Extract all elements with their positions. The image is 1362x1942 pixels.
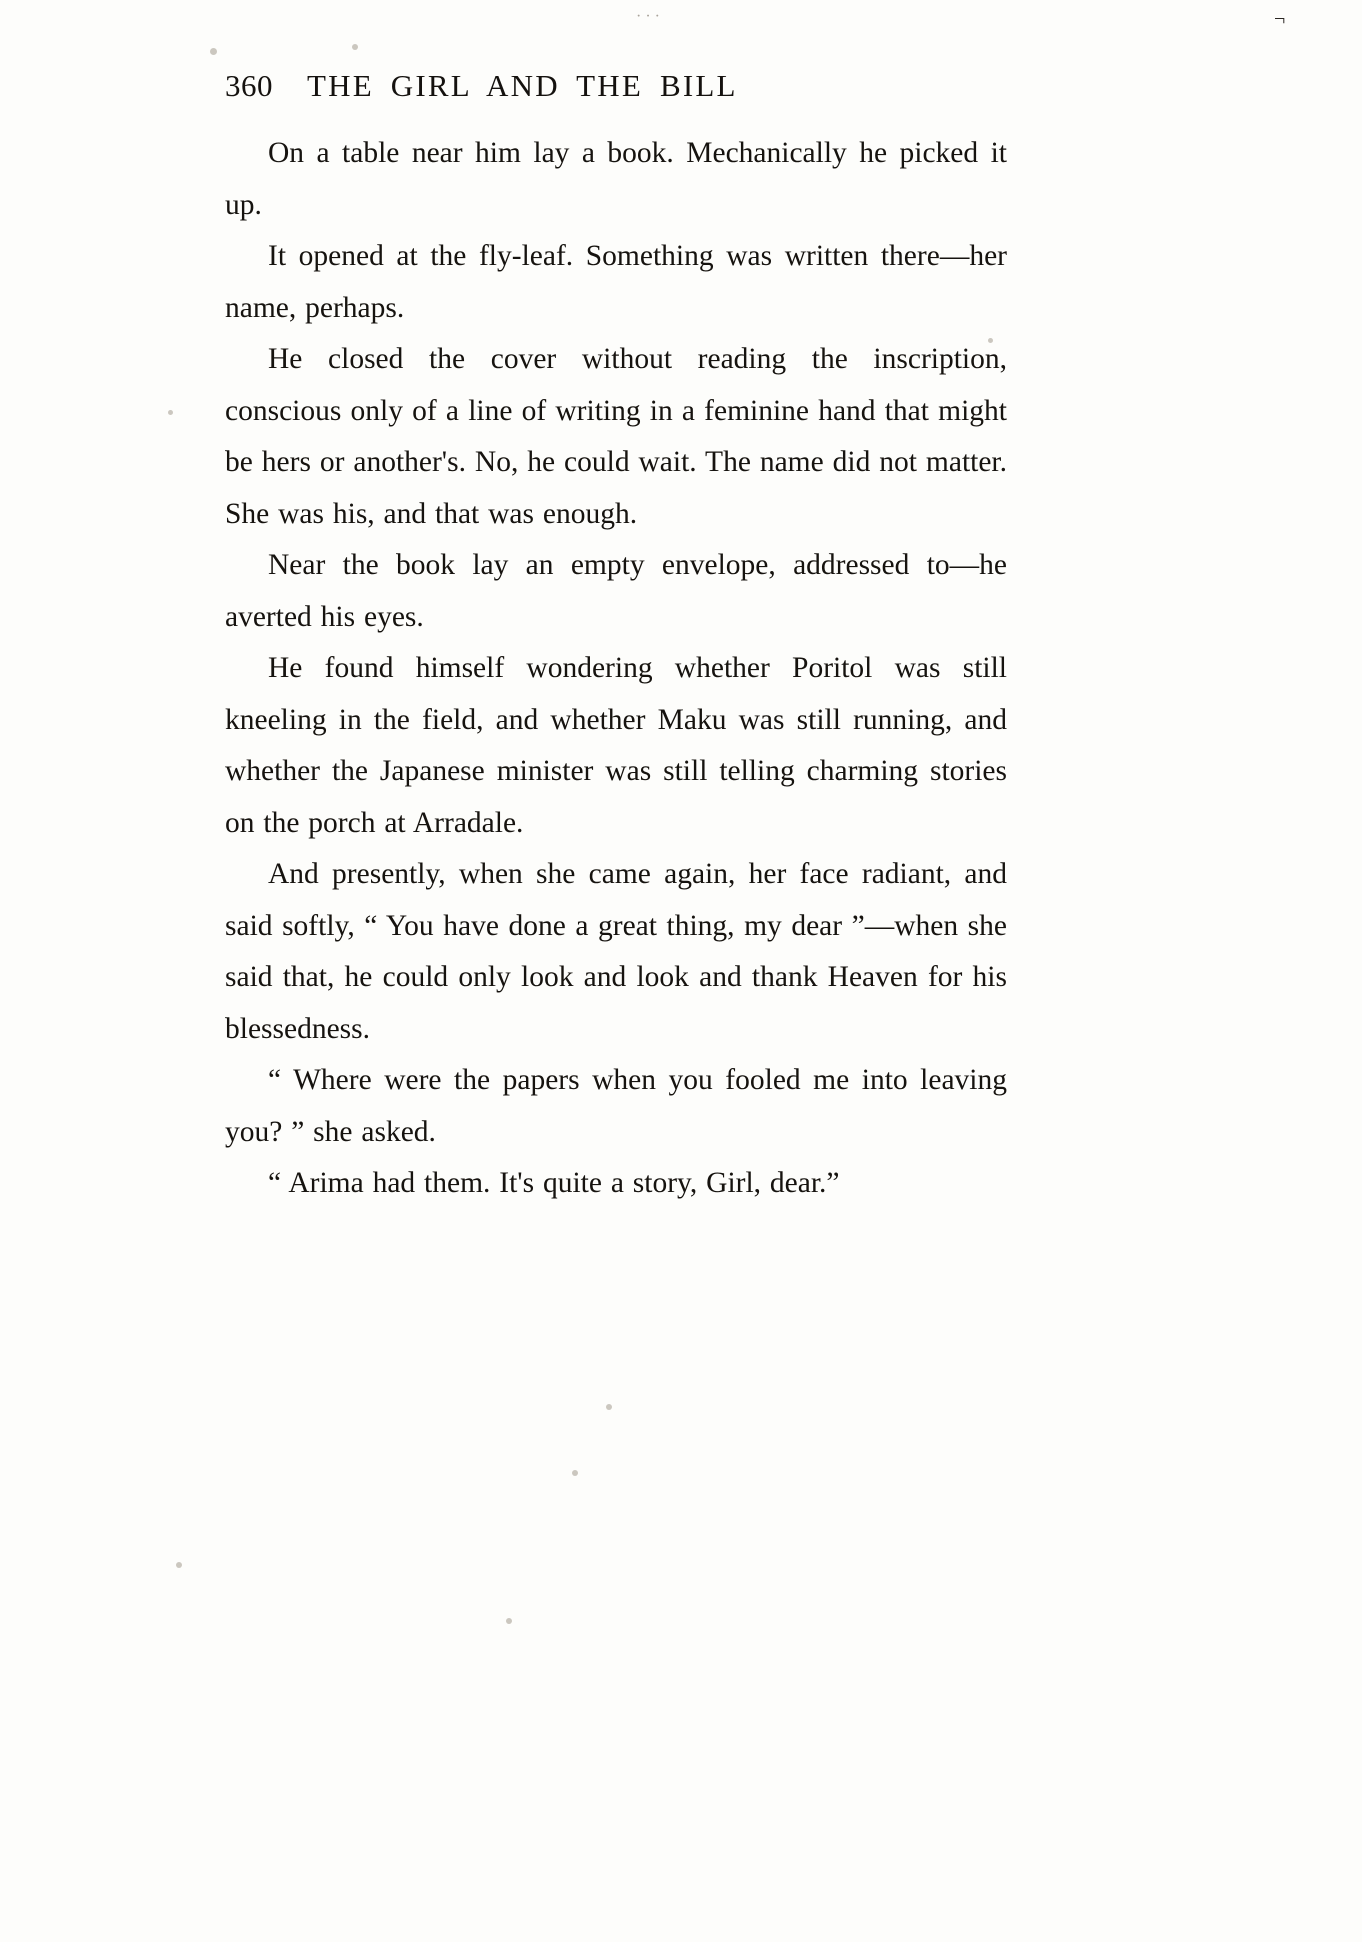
page-body [225, 68, 1007, 1210]
paragraph: Near the book lay an empty envelope, addressed to—he averted his eyes. [225, 549, 1007, 633]
body-text [225, 128, 1007, 1210]
paragraph: On a table near him lay a book. Mechanically he picked it up. [225, 137, 1007, 221]
scan-speck [210, 48, 217, 55]
paragraph: And presently, when she came again, her face radiant, and said softly, “ You have done a great thing, my dear ”—when she said that, he could only look and look and thank Heaven for his blessedness. [225, 858, 1007, 1045]
scan-speck [572, 1470, 578, 1476]
scan-dots: · · · [636, 8, 660, 25]
paragraph: It opened at the fly-leaf. Something was written there—her name, perhaps. [225, 240, 1007, 324]
paragraph: He found himself wondering whether Poritol was still kneeling in the field, and whether Maku was still running, and whether the Japanese minister was still telling charming stories on the porch at Arradale. [225, 652, 1007, 839]
running-head-title: THE GIRL AND THE BILL [307, 68, 738, 103]
paragraph: “ Where were the papers when you fooled me into leaving you? ” she asked. [225, 1064, 1007, 1148]
scan-speck [352, 44, 358, 50]
scan-speck [168, 410, 173, 415]
paragraph: “ Arima had them. It's quite a story, Girl, dear.” [268, 1167, 840, 1199]
paragraph: He closed the cover without reading the inscription, conscious only of a line of writing in a feminine hand that might be hers or another's. No, he could wait. The name did not matter. She was his, and that was enough. [225, 343, 1007, 530]
corner-mark: ¬ [1274, 8, 1286, 30]
page-number: 360 [225, 68, 273, 103]
scan-speck [506, 1618, 512, 1624]
scan-speck [606, 1404, 612, 1410]
scan-speck [176, 1562, 182, 1568]
running-head [225, 68, 1007, 104]
